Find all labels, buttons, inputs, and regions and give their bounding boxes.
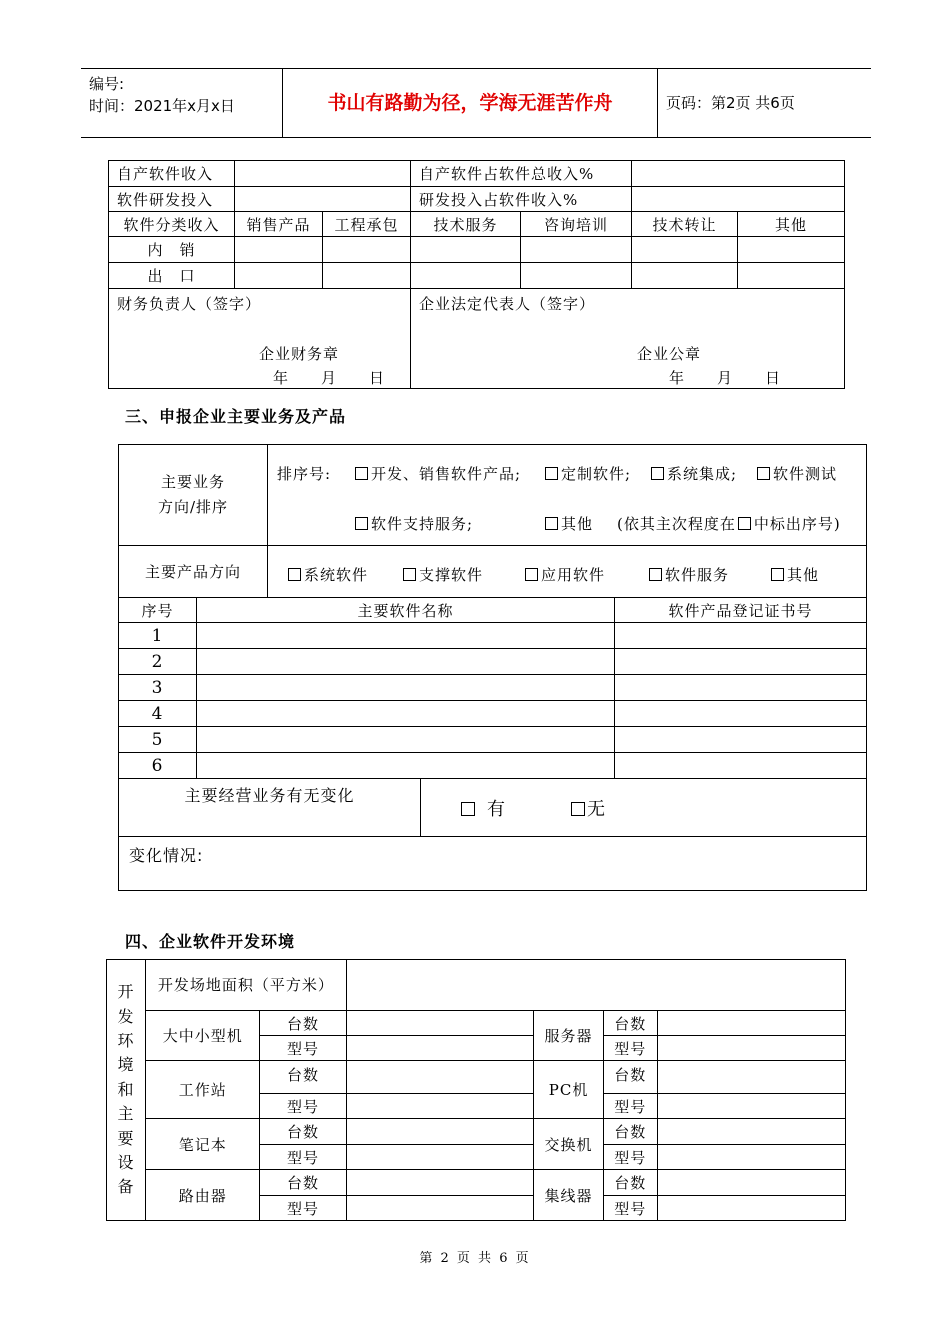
option-label: 系统软件 [304,566,369,584]
income-cell[interactable] [323,263,411,289]
self-software-income-value[interactable] [235,161,411,187]
software-name-cell[interactable] [197,623,615,649]
category-header: 技术转让 [632,212,738,237]
row-number: 4 [119,701,197,727]
equipment-label: 工作站 [146,1061,260,1119]
finance-sign-cell[interactable] [109,289,411,389]
side-char: 设 [117,1153,135,1173]
option-label: 其他 [787,566,820,584]
category-header: 咨询培训 [521,212,632,237]
software-name-cell[interactable] [197,727,615,753]
equipment-label: 服务器 [534,1011,604,1061]
category-header: 销售产品 [235,212,323,237]
cert-number-cell[interactable] [615,727,867,753]
legal-sign-cell[interactable] [411,289,845,389]
domestic-label: 内 销 [109,237,235,263]
equipment-label: 集线器 [534,1170,604,1221]
product-option-system[interactable] [288,564,368,585]
legal-sign-label: 企业法定代表人（签字） [419,295,596,313]
rd-investment-label: 软件研发投入 [109,187,235,212]
equipment-value[interactable] [657,1119,845,1145]
equipment-label: 笔记本 [146,1119,260,1170]
product-direction-label: 主要产品方向 [119,546,268,598]
self-software-ratio-label: 自产软件占软件总收入% [411,161,632,187]
model-label: 型号 [260,1145,346,1170]
qty-label: 台数 [260,1119,346,1145]
business-change-label: 主要经营业务有无变化 [119,779,421,837]
checkbox[interactable] [649,568,662,581]
income-cell[interactable] [521,237,632,263]
finance-seal-label: 企业财务章 [259,345,340,363]
qty-label: 台数 [604,1011,658,1036]
income-cell[interactable] [411,263,521,289]
equipment-value[interactable] [346,1011,533,1036]
rank-note-post: 中标出序号) [753,515,841,533]
checkbox[interactable] [545,467,558,480]
cert-number-cell[interactable] [615,649,867,675]
option-label: 有 [487,799,506,820]
doc-number-label: 编号: [89,75,125,93]
equipment-label: PC机 [534,1061,604,1119]
income-cell[interactable] [738,263,845,289]
checkbox[interactable] [403,568,416,581]
model-label: 型号 [604,1094,658,1119]
option-label: 支撑软件 [419,566,484,584]
checkbox[interactable] [545,517,558,530]
software-name-cell[interactable] [197,701,615,727]
option-label: 软件服务 [665,566,730,584]
option-other[interactable] [545,513,593,534]
option-label: 无 [587,799,606,820]
income-table [108,160,845,389]
doc-time-label: 时间：2021年x月x日 [89,97,235,115]
side-char: 环 [117,1030,135,1050]
checkbox[interactable] [461,802,475,816]
page-header [81,68,871,138]
model-label: 型号 [260,1094,346,1119]
side-char: 开 [117,982,135,1002]
income-cell[interactable] [632,237,738,263]
option-dev[interactable] [355,463,521,484]
checkbox[interactable] [651,467,664,480]
equipment-value[interactable] [657,1196,845,1221]
change-yes-option[interactable] [461,795,506,821]
finance-date-label: 年 月 日 [273,369,386,387]
option-label: 开发、销售软件产品; [371,465,522,483]
change-no-option[interactable] [571,795,606,821]
option-label: 其他 [561,515,594,533]
business-table [118,444,867,891]
row-number: 3 [119,675,197,701]
income-cell[interactable] [632,263,738,289]
change-detail-cell[interactable] [119,837,867,891]
income-cell[interactable] [235,237,323,263]
model-label: 型号 [604,1036,658,1061]
rank-label: 排序号: [277,465,332,483]
option-test[interactable] [757,463,837,484]
business-direction-label [119,445,268,546]
environment-table [106,959,846,1221]
checkbox[interactable] [525,568,538,581]
page-footer: 第 2 页 共 6 页 [419,1251,531,1266]
legal-date-label: 年 月 日 [669,369,782,387]
equipment-value[interactable] [346,1036,533,1061]
equipment-label: 路由器 [146,1170,260,1221]
software-name-cell[interactable] [197,675,615,701]
software-name-cell[interactable] [197,649,615,675]
col-header-cert: 软件产品登记证书号 [615,598,867,623]
business-label-line1: 主要业务 [160,473,225,491]
side-char: 主 [117,1104,135,1124]
cert-number-cell[interactable] [615,623,867,649]
model-label: 型号 [604,1145,658,1170]
side-char: 和 [117,1079,135,1099]
equipment-value[interactable] [657,1036,845,1061]
qty-label: 台数 [604,1061,658,1094]
export-label: 出 口 [109,263,235,289]
cert-number-cell[interactable] [615,675,867,701]
option-label: 系统集成; [667,465,738,483]
row-number: 1 [119,623,197,649]
product-options-cell [268,546,867,598]
income-cell[interactable] [323,237,411,263]
product-option-application[interactable] [525,564,605,585]
option-support[interactable] [355,513,473,534]
model-label: 型号 [604,1196,658,1221]
equipment-value[interactable] [657,1061,845,1094]
equipment-value[interactable] [346,1145,533,1170]
business-label-line2: 方向/排序 [157,498,229,516]
change-detail-label: 变化情况: [129,846,204,865]
income-cell[interactable] [738,237,845,263]
col-header-name: 主要软件名称 [197,598,615,623]
equipment-value[interactable] [346,1061,533,1094]
header-page-label: 页码：第2页 共6页 [666,94,795,112]
equipment-label: 大中小型机 [146,1011,260,1061]
option-integration[interactable] [651,463,737,484]
equipment-value[interactable] [346,1196,533,1221]
area-value[interactable] [346,960,845,1011]
option-label: 软件支持服务; [371,515,474,533]
option-label: 软件测试 [773,465,838,483]
income-cell[interactable] [235,263,323,289]
row-number: 2 [119,649,197,675]
product-option-support[interactable] [403,564,483,585]
equipment-value[interactable] [346,1094,533,1119]
header-slogan: 书山有路勤为径，学海无涯苦作舟 [282,69,658,137]
category-header: 软件分类收入 [109,212,235,237]
side-char: 发 [117,1006,135,1026]
side-char: 境 [117,1055,135,1075]
business-change-options [421,779,867,837]
equipment-label: 交换机 [534,1119,604,1170]
cert-number-cell[interactable] [615,701,867,727]
checkbox[interactable] [355,467,368,480]
option-custom[interactable] [545,463,631,484]
finance-sign-label: 财务负责人（签字） [117,295,262,313]
income-cell[interactable] [521,263,632,289]
product-option-service[interactable] [649,564,729,585]
header-left [89,73,235,117]
checkbox-icon [738,517,751,530]
checkbox[interactable] [771,568,784,581]
category-header: 技术服务 [411,212,521,237]
equipment-value[interactable] [657,1011,845,1036]
checkbox[interactable] [355,517,368,530]
category-header: 其他 [738,212,845,237]
software-name-cell[interactable] [197,753,615,779]
checkbox[interactable] [571,802,585,816]
qty-label: 台数 [604,1119,658,1145]
checkbox[interactable] [288,568,301,581]
income-cell[interactable] [411,237,521,263]
business-options-cell [268,445,867,546]
equipment-value[interactable] [346,1170,533,1196]
equipment-value[interactable] [657,1145,845,1170]
equipment-value[interactable] [657,1170,845,1196]
side-char: 备 [117,1177,135,1197]
rd-ratio-label: 研发投入占软件收入% [411,187,632,212]
model-label: 型号 [260,1036,346,1061]
rd-investment-value[interactable] [235,187,411,212]
equipment-value[interactable] [657,1094,845,1119]
rank-note-pre: (依其主次程度在 [617,515,736,533]
row-number: 5 [119,727,197,753]
rd-ratio-value[interactable] [632,187,845,212]
section3-title: 三、申报企业主要业务及产品 [125,407,347,426]
qty-label: 台数 [604,1170,658,1196]
option-label: 定制软件; [561,465,632,483]
area-label: 开发场地面积（平方米） [146,960,347,1011]
model-label: 型号 [260,1196,346,1221]
option-label: 应用软件 [541,566,606,584]
equipment-value[interactable] [346,1119,533,1145]
col-header-no: 序号 [119,598,197,623]
rank-note [617,513,841,534]
checkbox[interactable] [757,467,770,480]
qty-label: 台数 [260,1061,346,1094]
company-seal-label: 企业公章 [637,345,702,363]
self-software-ratio-value[interactable] [632,161,845,187]
section4-title: 四、企业软件开发环境 [125,932,296,951]
qty-label: 台数 [260,1170,346,1196]
environment-side-label [107,960,146,1221]
cert-number-cell[interactable] [615,753,867,779]
qty-label: 台数 [260,1011,346,1036]
category-header: 工程承包 [323,212,411,237]
self-software-income-label: 自产软件收入 [109,161,235,187]
side-char: 要 [117,1128,135,1148]
product-option-other[interactable] [771,564,819,585]
row-number: 6 [119,753,197,779]
